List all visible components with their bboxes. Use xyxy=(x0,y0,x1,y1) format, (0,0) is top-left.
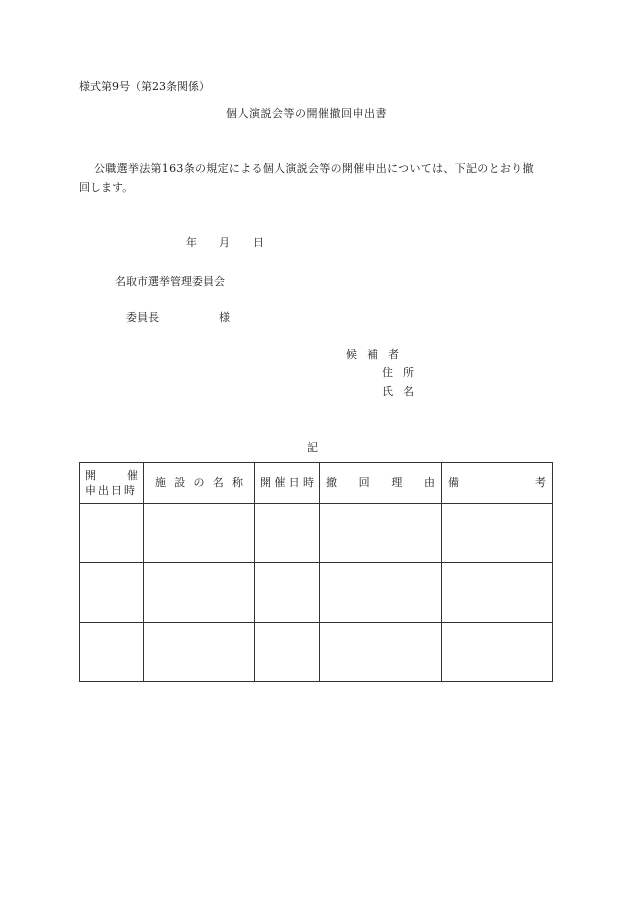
header-facility-name-text xyxy=(149,475,249,490)
table-row xyxy=(80,504,553,563)
header-char: 時 xyxy=(302,476,314,490)
header-char: 回 xyxy=(358,476,370,490)
header-remarks-text xyxy=(447,475,547,490)
record-heading: 記 xyxy=(307,441,318,454)
header-char: 撤 xyxy=(326,476,337,490)
header-withdrawal-reason xyxy=(320,463,442,504)
header-char: 開 xyxy=(260,476,271,490)
table-cell[interactable] xyxy=(442,563,553,622)
candidate-label: 候補者 xyxy=(346,348,409,361)
header-char: 称 xyxy=(232,476,243,490)
date-month-label: 月 xyxy=(219,236,230,249)
header-remarks xyxy=(442,463,553,504)
table-cell[interactable] xyxy=(144,622,255,681)
table-cell[interactable] xyxy=(144,563,255,622)
header-col1-char-2: 催 xyxy=(127,468,138,482)
table-row xyxy=(80,622,553,681)
header-event-datetime-text xyxy=(260,475,314,490)
date-day-label: 日 xyxy=(253,236,264,249)
header-char: 考 xyxy=(535,476,546,490)
form-number: 様式第9号（第23条関係） xyxy=(79,80,210,93)
header-char: 名 xyxy=(212,476,224,490)
table-cell[interactable] xyxy=(255,563,320,622)
header-char: 設 xyxy=(174,476,186,490)
date-year-label: 年 xyxy=(186,236,197,249)
recipient-committee: 名取市選挙管理委員会 xyxy=(115,275,225,288)
body-text-line-2: 回します。 xyxy=(79,181,134,194)
header-col1-bottom: 申出日時 xyxy=(85,484,137,498)
header-event-datetime xyxy=(255,463,320,504)
header-application-datetime xyxy=(80,463,144,504)
withdrawal-table xyxy=(79,462,552,682)
header-facility-name xyxy=(144,463,255,504)
header-char: 由 xyxy=(423,476,435,490)
header-char: 日 xyxy=(288,476,300,490)
table-row xyxy=(80,563,553,622)
table-header-row xyxy=(80,463,553,504)
header-char: 催 xyxy=(274,476,286,490)
table-cell[interactable] xyxy=(144,504,255,563)
name-label: 氏名 xyxy=(382,385,424,398)
table-cell[interactable] xyxy=(442,504,553,563)
table-cell[interactable] xyxy=(80,622,144,681)
body-text-line-1: 公職選挙法第163条の規定による個人演説会等の開催申出については、下記のとおり撤 xyxy=(94,162,534,175)
table-cell[interactable] xyxy=(320,622,442,681)
document-title: 個人演説会等の開催撤回申出書 xyxy=(226,107,387,120)
header-withdrawal-reason-text xyxy=(325,475,436,490)
recipient-honorific: 様 xyxy=(219,311,230,324)
table-cell[interactable] xyxy=(255,622,320,681)
header-char: の xyxy=(193,476,205,490)
table-cell[interactable] xyxy=(320,504,442,563)
header-char: 理 xyxy=(391,476,403,490)
recipient-chairman: 委員長 xyxy=(126,311,159,324)
table-cell[interactable] xyxy=(442,622,553,681)
header-col1-char-1: 開 xyxy=(85,468,96,482)
header-char: 備 xyxy=(448,476,459,490)
table-cell[interactable] xyxy=(80,563,144,622)
table-cell[interactable] xyxy=(255,504,320,563)
header-char: 施 xyxy=(155,476,166,490)
table-cell[interactable] xyxy=(320,563,442,622)
address-label: 住所 xyxy=(382,366,424,379)
table-cell[interactable] xyxy=(80,504,144,563)
